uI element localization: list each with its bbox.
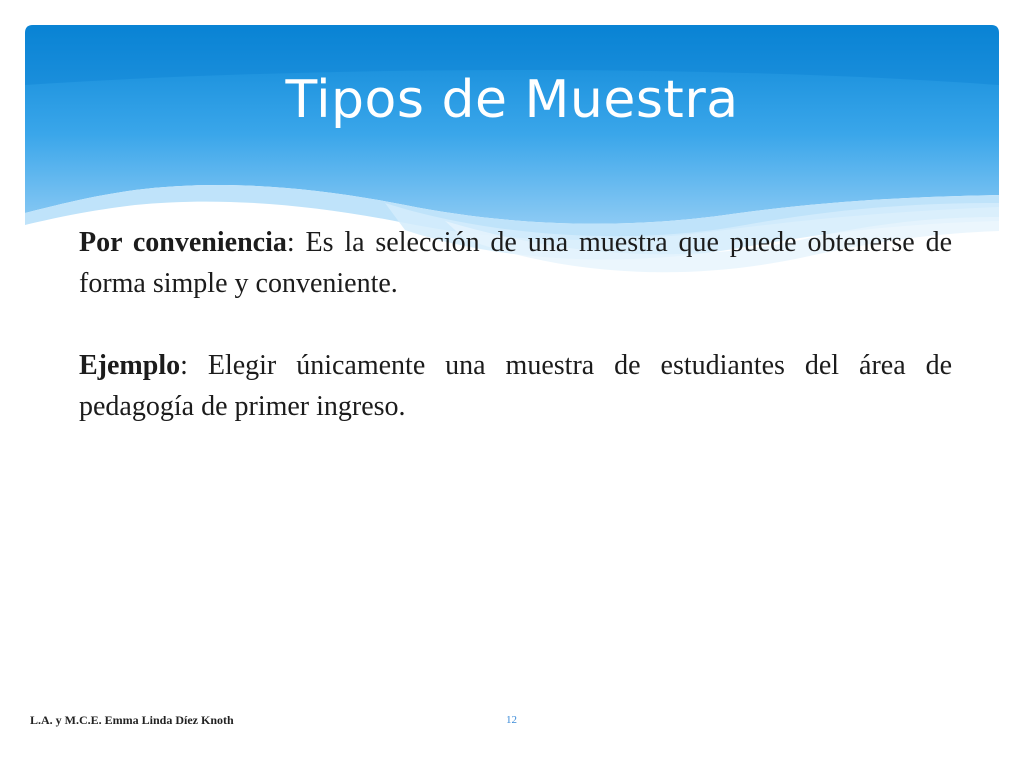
definition-paragraph	[79, 222, 952, 304]
example-paragraph	[79, 345, 952, 427]
example-term: Ejemplo	[79, 350, 181, 381]
slide-title: Tipos de Muestra	[285, 70, 739, 130]
footer-author: L.A. y M.C.E. Emma Linda Díez Knoth	[30, 713, 234, 727]
definition-separator: :	[286, 227, 295, 258]
definition-term: Por conveniencia	[79, 227, 287, 258]
definition-text: Es la selección de una muestra que puede obtenerse de forma simple y conveniente.	[79, 227, 953, 299]
slide-body	[79, 222, 952, 468]
footer-page-number: 12	[506, 714, 517, 726]
example-separator: :	[180, 350, 188, 381]
example-text: Elegir únicamente una muestra de estudiantes del área de pedagogía de primer ingreso.	[79, 350, 952, 422]
